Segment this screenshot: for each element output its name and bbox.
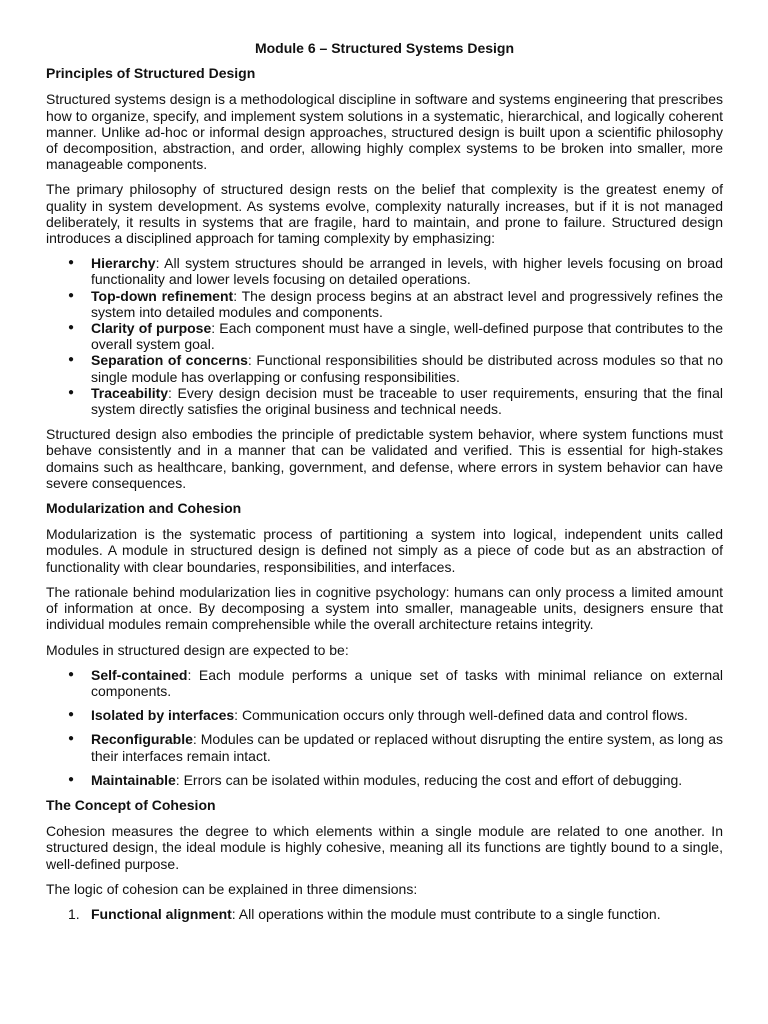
cohesion-dimensions-list: [46, 906, 723, 922]
list-item-term: Reconfigurable: [91, 731, 193, 748]
section-heading-cohesion: The Concept of Cohesion: [46, 796, 216, 813]
list-item-term: Top-down refinement: [91, 287, 234, 304]
list-item: [46, 731, 723, 763]
numbered-item: [46, 906, 723, 922]
list-item: [46, 352, 723, 384]
list-item-term: Clarity of purpose: [91, 320, 212, 337]
list-item-term: Maintainable: [91, 771, 176, 788]
module-traits-list: [46, 667, 723, 788]
list-item-text: : Each module performs a unique set of tasks with minimal reliance on external components.: [91, 666, 723, 699]
paragraph: Modules in structured design are expected to be:: [46, 641, 349, 658]
section-heading-modularization: Modularization and Cohesion: [46, 500, 242, 517]
list-item-text: : All system structures should be arranged in levels, with higher levels focusing on broad functionality and lower levels focusing on detailed operations.: [91, 255, 723, 288]
list-item-term: Separation of concerns: [91, 352, 248, 369]
list-item-text: : Functional responsibilities should be distributed across modules so that no single module has overlapping or confusing responsibilities.: [91, 352, 724, 385]
list-item-term: Isolated by interfaces: [91, 707, 235, 724]
list-item-term: Functional alignment: [91, 905, 232, 922]
section-heading-principles: Principles of Structured Design: [46, 65, 256, 82]
list-number: 1.: [68, 905, 80, 922]
paragraph: Modularization is the systematic process of partitioning a system into logical, independent units called modules. A module in structured design is defined not simply as a piece of code but as an abstraction of functionality with clear boundaries, responsibilities, and interfaces.: [46, 526, 723, 575]
paragraph: Cohesion measures the degree to which elements within a single module are related to one another. In structured design, the ideal module is highly cohesive, meaning all its functions are tightly bound to a single, well-defined purpose.: [46, 823, 723, 872]
list-item: [46, 667, 723, 699]
list-item: [46, 288, 723, 320]
list-item-text: : All operations within the module must contribute to a single function.: [231, 905, 661, 922]
list-item-text: : Errors can be isolated within modules, reducing the cost and effort of debugging.: [175, 771, 683, 788]
list-item: [46, 320, 723, 352]
list-item-term: Hierarchy: [91, 255, 156, 272]
list-item: [46, 707, 723, 723]
page-title: Module 6 – Structured Systems Design: [254, 40, 515, 56]
list-item: [46, 772, 723, 788]
list-item-text: : The design process begins at an abstract level and progressively refines the system into detailed modules and components.: [91, 287, 723, 320]
list-item-text: : Every design decision must be traceable to user requirements, ensuring that the final system directly satisfies the original business and technical needs.: [91, 384, 723, 418]
list-item-text: : Each component must have a single, well-defined purpose that contributes to the overall system goal.: [91, 320, 723, 353]
paragraph: Structured design also embodies the principle of predictable system behavior, where system functions must behave consistently and in a manner that can be validated and verified. This is essential for high-stakes domains such as healthcare, banking, government, and defense, where errors in system behavior can have severe consequences.: [46, 426, 723, 491]
paragraph: The logic of cohesion can be explained in three dimensions:: [46, 880, 418, 897]
list-item: [46, 255, 723, 287]
list-item-term: Self-contained: [91, 666, 188, 683]
list-item-term: Traceability: [91, 384, 169, 401]
paragraph: The rationale behind modularization lies in cognitive psychology: humans can only process a limited amount of information at once. By decomposing a system into smaller, manageable units, designers ensure that individual modules remain comprehensible while the overall architecture retains integrity.: [46, 583, 723, 633]
list-item: [46, 385, 723, 417]
paragraph: The primary philosophy of structured design rests on the belief that complexity is the greatest enemy of quality in system development. As systems evolve, complexity naturally increases, but if it is not managed deliberately, it results in systems that are fragile, hard to maintain, and prone to failure. Structured design introduces a disciplined approach for taming complexity by emphasizing:: [46, 181, 723, 247]
list-item-text: : Modules can be updated or replaced without disrupting the entire system, as long as their interfaces remain intact.: [91, 731, 723, 764]
principles-list: [46, 255, 723, 417]
list-item-text: : Communication occurs only through well-defined data and control flows.: [234, 707, 688, 724]
paragraph: Structured systems design is a methodological discipline in software and systems engineering that prescribes how to organize, specify, and implement system solutions in a systematic, hierarchical, and logically coherent manner. Unlike ad-hoc or informal design approaches, structured design is built upon a scientific philosophy of decomposition, abstraction, and order, allowing highly complex systems to be broken into smaller, more manageable components.: [46, 91, 724, 173]
